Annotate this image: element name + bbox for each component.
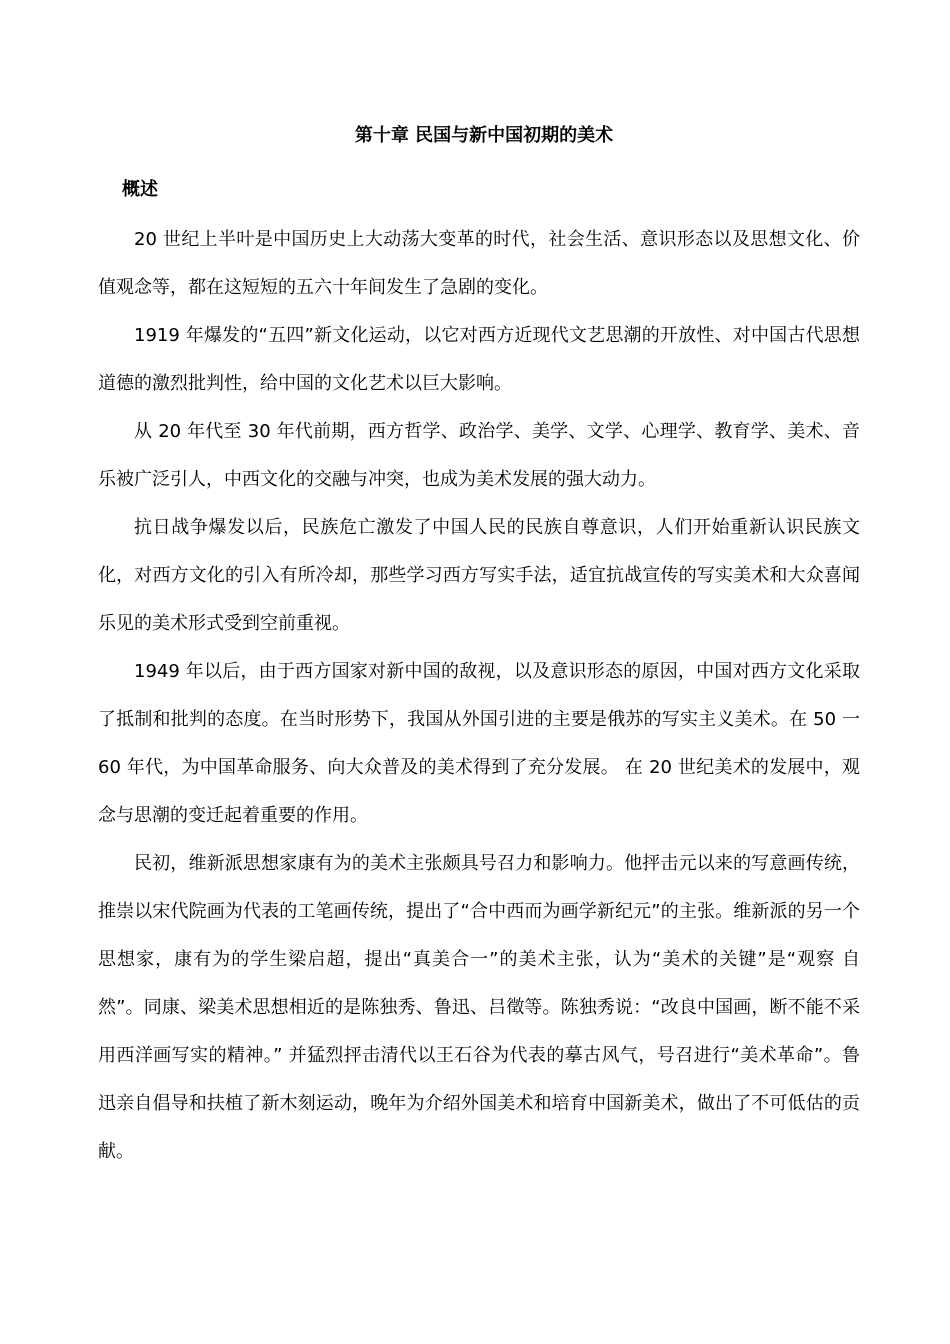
paragraph: 抗日战争爆发以后，民族危亡激发了中国人民的民族自尊意识，人们开始重新认识民族文化，对西方文化的引入有所冷却，那些学习西方写实手法，适宜抗战宣传的写实美术和大众喜闻乐见的美术形式受到空前重视。 — [98, 517, 860, 634]
paragraph: 民初，维新派思想家康有为的美术主张颇具号召力和影响力。他抨击元以来的写意画传统， 推崇以宋代院画为代表的工笔画传统，提出了“合中西而为画学新纪元”的主张。维新派的另一个思想家，康有为的学生梁启超，提出“真美合一”的美术主张，认为“美术的关键”是“观察 自然”。同康、梁美术思想相近的是陈独秀、鲁迅、吕徵等。陈独秀说：“改良中国画，断不能不采用西洋画写实的精神。” 并猛烈抨击清代以王石谷为代表的摹古风气，号召进行“美术革命”。鲁迅亲自倡导和扶植了新木刻运动，晚年为介绍外国美术和培育中国新美术，做出了不可低估的贡献。 — [98, 853, 860, 1162]
paragraph: 20 世纪上半叶是中国历史上大动荡大变革的时代，社会生活、意识形态以及思想文化、价值观念等，都在这短短的五六十年间发生了急剧的变化。 — [98, 229, 860, 298]
paragraph: 1919 年爆发的“五四”新文化运动，以它对西方近现代文艺思潮的开放性、对中国古代思想道德的激烈批判性，给中国的文化艺术以巨大影响。 — [98, 325, 860, 394]
paragraph: 从 20 年代至 30 年代前期，西方哲学、政治学、美学、文学、心理学、教育学、美术、音乐被广泛引人，中西文化的交融与冲突，也成为美术发展的强大动力。 — [98, 421, 860, 490]
section-title: 概述 — [122, 179, 158, 200]
paragraph: 1949 年以后，由于西方国家对新中国的敌视，以及意识形态的原因，中国对西方文化采取了抵制和批判的态度。在当时形势下，我国从外国引进的主要是俄苏的写实主义美术。在 50 一 60 年代，为中国革命服务、向大众普及的美术得到了充分发展。 在 20 世纪美术的发展中，观念与思潮的变迁起着重要的作用。 — [98, 661, 860, 826]
chapter-title: 第十章 民国与新中国初期的美术 — [354, 125, 614, 146]
